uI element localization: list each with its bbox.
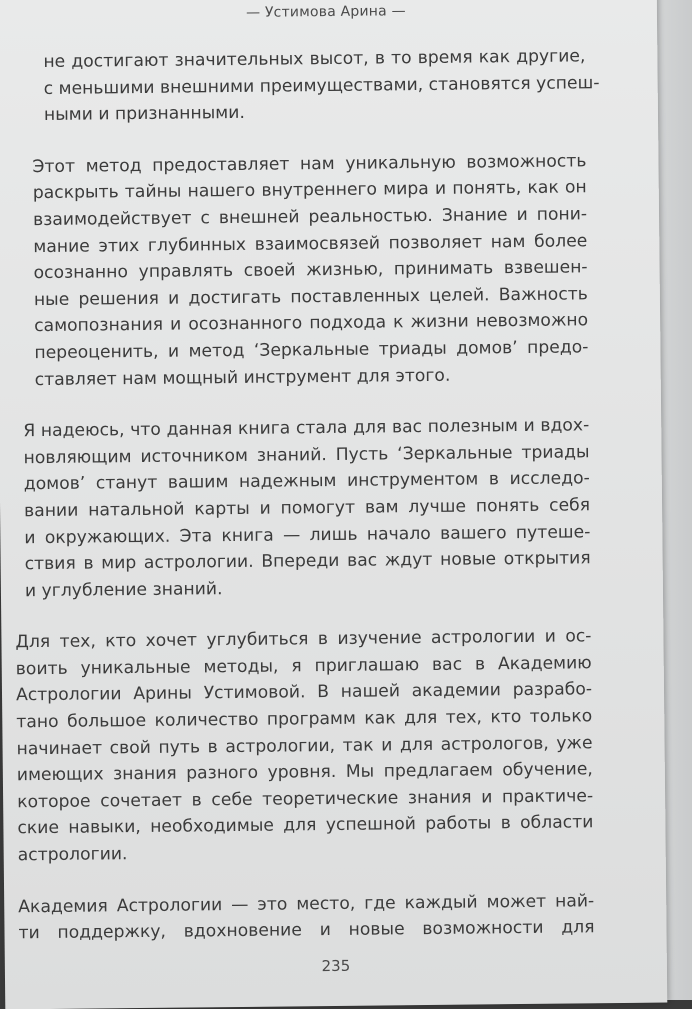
text-line: взаимодействует с внешней реальностью. Знание и пони- <box>32 204 588 231</box>
text-line: Для тех, кто хочет углубиться в изучение астрологии и ос- <box>15 626 592 653</box>
text-line: Академия Астрологии — это место, где каждый может най- <box>18 890 595 917</box>
text-line: с меньшими внешними преимуществами, становятся успеш- <box>43 72 600 99</box>
paragraph-5 <box>18 888 595 947</box>
paragraph-3 <box>13 412 591 604</box>
page-number: 235 <box>321 956 351 976</box>
text-line: астрологии. <box>17 844 128 866</box>
text-line: Астрологии Арины Устимовой. В нашей академии разрабо- <box>15 679 593 706</box>
page-body <box>9 43 600 972</box>
text-line: не достигают значительных высот, в то время как другие, <box>43 46 586 72</box>
text-line: ствия в мир астрологии. Впереди вас ждут новые открытия <box>24 548 591 575</box>
text-line: мание этих глубинных взаимосвязей позволяет нам более <box>33 230 588 257</box>
text-line: Я надеюсь, что данная книга стала для вас полезным и вдох- <box>23 415 590 442</box>
text-line: самопознания и осознанного подхода к жизни невозможно <box>34 310 589 337</box>
running-header: — Устимова Арина — <box>245 3 406 21</box>
text-line: которое сочетает в себе теоретические знания и практиче- <box>17 786 594 813</box>
text-line: Этот метод предоставляет нам уникальную возможность <box>32 151 587 177</box>
text-line: осознанно управлять своей жизнью, принимать взвешен- <box>33 257 588 284</box>
paragraph-4 <box>15 624 593 869</box>
text-line: новляющим источником знаний. Пусть ‘Зеркальные триады <box>23 442 590 468</box>
text-line: воить уникальные методы, я приглашаю вас в Академию <box>15 653 592 680</box>
text-line: домов’ станут вашим надежным инструментом в исследо- <box>23 468 590 495</box>
paragraph-2 <box>10 148 588 393</box>
text-line: раскрыть тайны нашего внутреннего мира и понять, как он <box>32 177 587 204</box>
text-line: начинает свой путь в астрологии, так и для астрологов, уже <box>16 732 593 759</box>
paragraph-1 <box>9 43 600 129</box>
text-line: имеющих знания разного уровня. Мы предлагаем обучение, <box>16 759 593 786</box>
text-line: тано большое количество программ как для тех, кто только <box>16 706 593 733</box>
text-line: ти поддержку, вдохновение и новые возможности для <box>18 917 595 944</box>
text-line: ные решения и достигать поставленных целей. Важность <box>33 284 588 310</box>
text-line: ставляет нам мощный инструмент для этого. <box>34 365 451 390</box>
text-line: ские навыки, необходимые для успешной работы в области <box>17 812 594 839</box>
text-line: ными и признанными. <box>43 103 245 126</box>
text-line: вании натальной карты и помогут вам лучше понять себя <box>23 495 591 522</box>
text-line: и углубление знаний. <box>24 578 223 601</box>
text-line: и окружающих. Эта книга — лишь начало вашего путеше- <box>24 521 591 548</box>
text-line: переоценить, и метод ‘Зеркальные триады домов’ предо- <box>34 337 589 364</box>
